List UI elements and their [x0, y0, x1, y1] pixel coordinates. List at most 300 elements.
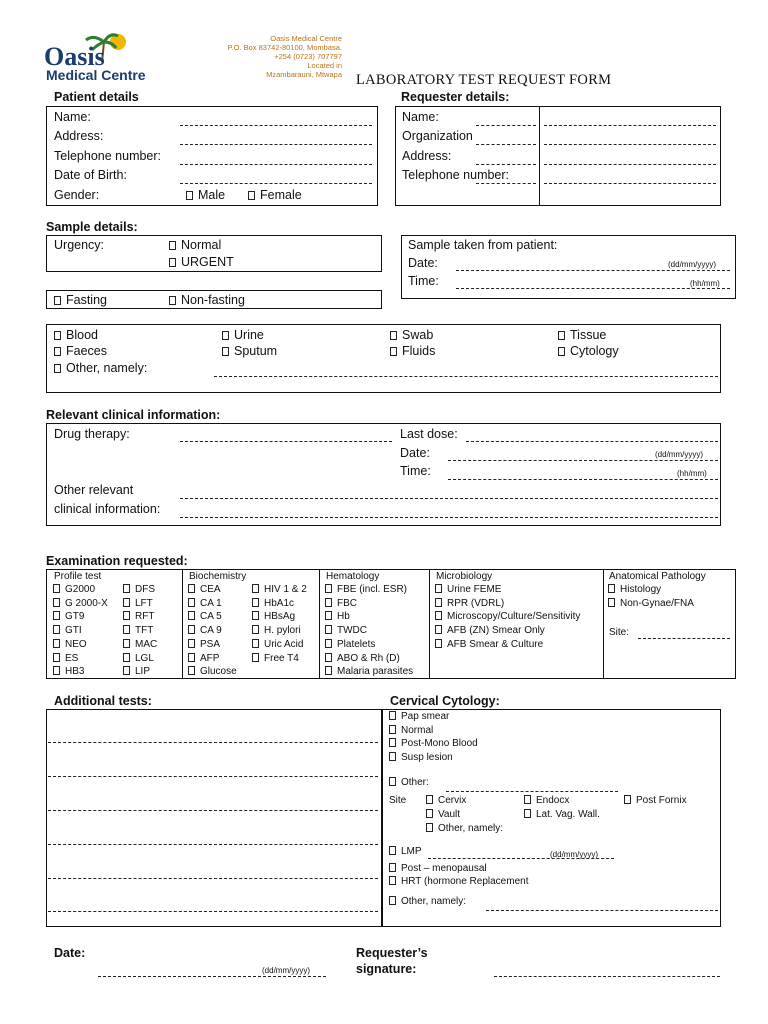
biochem-test-label: CEA [200, 584, 221, 595]
lmp-option[interactable] [389, 846, 422, 857]
non-fasting-label: Non-fasting [181, 293, 245, 307]
checkbox-icon [252, 598, 259, 607]
profile-test[interactable] [53, 666, 84, 677]
biochem-test-label: AFP [200, 652, 220, 664]
profile-test-label: G2000 [65, 584, 96, 595]
cervical-other-label: Other: [401, 777, 429, 788]
org-address: P.O. Box 83742-80100, Mombasa. [227, 43, 342, 52]
checkbox-icon [169, 241, 176, 250]
clinical-time-field[interactable] [448, 479, 718, 480]
biochem-test-label: CA 5 [200, 611, 222, 623]
org-info [200, 34, 342, 79]
site-other-option[interactable] [426, 823, 503, 834]
requester-name-field[interactable] [544, 125, 716, 126]
checkbox-icon [169, 258, 176, 267]
fasting-label: Fasting [66, 293, 107, 307]
exam-divider-4 [603, 569, 604, 679]
additional-line-5[interactable] [48, 878, 378, 879]
micro-test[interactable] [435, 625, 545, 636]
cervical-item[interactable] [389, 752, 453, 763]
profile-test-label: GTI [65, 625, 82, 637]
requester-organization-label: Organization [402, 129, 473, 143]
profile-test-label: DFS [135, 584, 155, 595]
checkbox-icon [558, 347, 565, 356]
profile-test-label: LGL [135, 652, 154, 664]
micro-test-label: RPR (VDRL) [447, 597, 505, 609]
requester-left-line-2 [476, 144, 536, 145]
checkbox-icon [54, 296, 61, 305]
profile-test[interactable] [123, 598, 153, 609]
hemat-test[interactable] [325, 666, 413, 677]
hemat-test-label: TWDC [337, 625, 367, 637]
biochem-title: Biochemistry [189, 571, 247, 582]
checkbox-icon [389, 876, 396, 885]
site-other-label: Other, namely: [438, 823, 504, 834]
checkbox-icon [123, 625, 130, 634]
profile-test-label: HB3 [65, 666, 85, 678]
hemat-test-label: FBE (incl. ESR) [337, 584, 408, 595]
gender-male-option[interactable] [186, 188, 225, 202]
type-tissue-option[interactable] [558, 328, 606, 342]
additional-line-1[interactable] [48, 742, 378, 743]
anat-test[interactable] [608, 584, 661, 595]
biochem-test-label: Uric Acid [264, 638, 304, 650]
logo [44, 30, 194, 85]
vault-label: Vault [438, 809, 461, 820]
anat-test[interactable] [608, 598, 694, 609]
cervical-item[interactable] [389, 738, 478, 749]
checkbox-icon [435, 639, 442, 648]
checkbox-icon [54, 331, 61, 340]
profile-test[interactable] [53, 639, 87, 650]
profile-test-label: LFT [135, 597, 153, 609]
profile-test[interactable] [53, 625, 82, 636]
biochem-test[interactable] [188, 625, 222, 636]
checkbox-icon [252, 625, 259, 634]
checkbox-icon [123, 653, 130, 662]
checkbox-icon [435, 598, 442, 607]
type-cytology-option[interactable] [558, 344, 619, 358]
sample-taken-label: Sample taken from patient: [408, 238, 558, 252]
requester-address-label: Address: [402, 149, 452, 163]
checkbox-icon [389, 777, 396, 786]
checkbox-icon [389, 711, 396, 720]
checkbox-icon [252, 584, 259, 593]
micro-test[interactable] [435, 639, 543, 650]
type-swab-option[interactable] [390, 328, 433, 342]
patient-name-label: Name: [54, 110, 91, 124]
post-meno-option[interactable] [389, 863, 487, 874]
profile-test[interactable] [123, 611, 154, 622]
checkbox-icon [248, 191, 255, 200]
patient-gender-label: Gender: [54, 188, 100, 202]
profile-test-label: GT9 [65, 611, 85, 623]
checkbox-icon [123, 611, 130, 620]
sample-heading: Sample details: [46, 220, 138, 234]
cervical-other-option[interactable] [389, 777, 429, 788]
anat-site-label: Site: [609, 627, 630, 638]
biochem-test-label: PSA [200, 638, 221, 650]
cervical-heading: Cervical Cytology: [390, 694, 500, 708]
biochem-test-label: CA 1 [200, 597, 222, 609]
checkbox-icon [426, 795, 433, 804]
requester-signature-field[interactable] [494, 976, 720, 977]
urgency-normal-option[interactable] [169, 238, 221, 252]
lmp-format: (dd/mm/yyyy) [550, 850, 598, 859]
logo-name: Oasis [44, 42, 105, 71]
checkbox-icon [188, 666, 195, 675]
biochem-test[interactable] [252, 598, 294, 609]
cervix-option[interactable] [426, 795, 466, 806]
fasting-option[interactable] [54, 293, 107, 307]
org-name: Oasis Medical Centre [270, 34, 342, 43]
cervical-other2-label: Other, namely: [401, 896, 467, 907]
checkbox-icon [169, 296, 176, 305]
checkbox-icon [252, 639, 259, 648]
footer-date-label: Date: [54, 946, 86, 960]
checkbox-icon [53, 611, 60, 620]
checkbox-icon [188, 598, 195, 607]
checkbox-icon [123, 584, 130, 593]
patient-address-label: Address: [54, 129, 104, 143]
clinical-time-label: Time: [400, 464, 431, 478]
profile-test-label: TFT [135, 625, 154, 637]
checkbox-icon [188, 653, 195, 662]
profile-test-label: NEO [65, 638, 87, 650]
checkbox-icon [389, 738, 396, 747]
profile-test-label: RFT [135, 611, 155, 623]
biochem-test-label: HIV 1 & 2 [264, 584, 307, 595]
profile-test-label: ES [65, 652, 79, 664]
type-other-label: Other, namely: [66, 361, 148, 375]
checkbox-icon [389, 752, 396, 761]
profile-test-label: MAC [135, 638, 158, 650]
hemat-test[interactable] [325, 611, 350, 622]
type-other-option[interactable] [54, 361, 147, 375]
gender-male-label: Male [198, 188, 226, 202]
last-dose-field[interactable] [466, 441, 718, 442]
checkbox-icon [53, 653, 60, 662]
profile-test[interactable] [53, 611, 84, 622]
sample-date-format: (dd/mm/yyyy) [668, 260, 716, 269]
last-dose-label: Last dose: [400, 427, 458, 441]
checkbox-icon [222, 347, 229, 356]
profile-test[interactable] [123, 653, 154, 664]
footer-date-field[interactable] [98, 976, 326, 977]
type-fluids-label: Fluids [402, 344, 436, 358]
checkbox-icon [325, 653, 332, 662]
requester-telephone-label: Telephone number: [402, 168, 510, 182]
requester-organization-field[interactable] [544, 144, 716, 145]
micro-title: Microbiology [436, 571, 493, 582]
lat-vag-label: Lat. Vag. Wall. [536, 809, 600, 820]
type-tissue-label: Tissue [570, 328, 607, 342]
checkbox-icon [426, 823, 433, 832]
drug-therapy-field[interactable] [180, 441, 392, 442]
other-clinical-field-1[interactable] [180, 498, 718, 499]
exam-divider-2 [319, 569, 320, 679]
micro-test[interactable] [435, 611, 580, 622]
cervical-item-label: Pap smear [401, 711, 450, 722]
endocx-option[interactable] [524, 795, 569, 806]
type-blood-label: Blood [66, 328, 98, 342]
type-other-field[interactable] [214, 376, 718, 377]
hemat-test[interactable] [325, 625, 367, 636]
checkbox-icon [188, 625, 195, 634]
sample-date-field[interactable] [456, 270, 730, 271]
patient-telephone-field[interactable] [180, 164, 372, 165]
clinical-heading: Relevant clinical information: [46, 408, 221, 422]
biochem-test[interactable] [252, 653, 299, 664]
clinical-date-field[interactable] [448, 460, 718, 461]
checkbox-icon [186, 191, 193, 200]
urgency-label: Urgency: [54, 238, 105, 252]
hemat-test-label: Platelets [337, 638, 376, 650]
hemat-test[interactable] [325, 639, 375, 650]
exam-divider-3 [429, 569, 430, 679]
biochem-test[interactable] [252, 611, 295, 622]
biochem-test[interactable] [252, 625, 301, 636]
biochem-test[interactable] [188, 584, 221, 595]
type-sputum-option[interactable] [222, 344, 277, 358]
profile-test[interactable] [123, 666, 150, 677]
checkbox-icon [252, 611, 259, 620]
post-fornix-option[interactable] [624, 795, 687, 806]
requester-left-line-1 [476, 125, 536, 126]
requester-heading: Requester details: [401, 90, 510, 104]
biochem-test[interactable] [252, 639, 303, 650]
checkbox-icon [325, 639, 332, 648]
anat-test-label: Non-Gynae/FNA [620, 597, 694, 609]
checkbox-icon [252, 653, 259, 662]
anat-site-field[interactable] [638, 638, 730, 639]
requester-signature-label-1: Requester’s [356, 946, 428, 960]
post-fornix-label: Post Fornix [636, 795, 687, 806]
biochem-test[interactable] [188, 639, 220, 650]
checkbox-icon [123, 666, 130, 675]
type-blood-option[interactable] [54, 328, 98, 342]
checkbox-icon [53, 598, 60, 607]
checkbox-icon [524, 795, 531, 804]
cervical-other-field[interactable] [446, 791, 618, 792]
biochem-test[interactable] [252, 584, 307, 595]
checkbox-icon [325, 611, 332, 620]
requester-address-field[interactable] [544, 164, 716, 165]
profile-test[interactable] [53, 598, 108, 609]
lat-vag-option[interactable] [524, 809, 600, 820]
exam-heading: Examination requested: [46, 554, 188, 568]
biochem-test-label: Glucose [200, 666, 237, 678]
patient-address-field[interactable] [180, 144, 372, 145]
checkbox-icon [123, 598, 130, 607]
biochem-test[interactable] [188, 611, 222, 622]
micro-test-label: AFB Smear & Culture [447, 638, 544, 650]
checkbox-icon [524, 809, 531, 818]
checkbox-icon [54, 364, 61, 373]
type-faeces-label: Faeces [66, 344, 107, 358]
checkbox-icon [53, 639, 60, 648]
footer-date-format: (dd/mm/yyyy) [262, 966, 310, 975]
gender-female-option[interactable] [248, 188, 302, 202]
hemat-title: Hematology [326, 571, 380, 582]
org-phone: +254 (0723) 707797 [274, 52, 342, 61]
anat-title: Anatomical Pathology [609, 571, 706, 582]
cervical-item-label: Normal [401, 724, 434, 736]
biochem-test-label: HbA1c [264, 597, 295, 609]
cervical-item[interactable] [389, 711, 449, 722]
hrt-option[interactable] [389, 876, 528, 887]
type-swab-label: Swab [402, 328, 434, 342]
profile-test[interactable] [123, 584, 155, 595]
checkbox-icon [426, 809, 433, 818]
profile-test[interactable] [123, 639, 157, 650]
cervical-item[interactable] [389, 725, 433, 736]
profile-test-label: G 2000-X [65, 597, 108, 609]
type-sputum-label: Sputum [234, 344, 278, 358]
drug-therapy-label: Drug therapy: [54, 427, 130, 441]
other-clinical-label-2: clinical information: [54, 502, 161, 516]
biochem-test[interactable] [188, 598, 222, 609]
sample-types-box [46, 324, 721, 393]
checkbox-icon [53, 666, 60, 675]
profile-title: Profile test [54, 571, 102, 582]
additional-line-2[interactable] [48, 776, 378, 777]
patient-heading: Patient details [54, 90, 139, 104]
urgency-normal-label: Normal [181, 238, 222, 252]
checkbox-icon [608, 598, 615, 607]
checkbox-icon [188, 584, 195, 593]
org-located: Located in [307, 61, 342, 70]
type-fluids-option[interactable] [390, 344, 435, 358]
checkbox-icon [325, 666, 332, 675]
requester-signature-label-2: signature: [356, 962, 417, 976]
type-urine-label: Urine [234, 328, 264, 342]
hemat-test-label: Hb [337, 611, 350, 623]
checkbox-icon [558, 331, 565, 340]
checkbox-icon [53, 584, 60, 593]
checkbox-icon [325, 625, 332, 634]
micro-test-label: AFB (ZN) Smear Only [447, 625, 545, 637]
checkbox-icon [188, 639, 195, 648]
hemat-test-label: FBC [337, 597, 357, 609]
checkbox-icon [390, 331, 397, 340]
checkbox-icon [435, 611, 442, 620]
checkbox-icon [325, 598, 332, 607]
other-clinical-label-1: Other relevant [54, 483, 134, 497]
cervical-item-label: Susp lesion [401, 751, 453, 763]
lmp-label: LMP [401, 846, 422, 857]
clinical-date-format: (dd/mm/yyyy) [655, 450, 703, 459]
profile-test[interactable] [123, 625, 153, 636]
exam-divider-1 [182, 569, 183, 679]
urgency-urgent-option[interactable] [169, 255, 234, 269]
biochem-test-label: CA 9 [200, 625, 222, 637]
checkbox-icon [123, 639, 130, 648]
hemat-test-label: ABO & Rh (D) [337, 652, 400, 664]
additional-line-3[interactable] [48, 810, 378, 811]
biochem-test-label: H. pylori [264, 625, 301, 637]
hemat-test[interactable] [325, 653, 400, 664]
micro-test-label: Microscopy/Culture/Sensitivity [447, 611, 581, 623]
requester-name-label: Name: [402, 110, 439, 124]
additional-line-4[interactable] [48, 844, 378, 845]
form-title: LABORATORY TEST REQUEST FORM [356, 72, 612, 88]
profile-test[interactable] [53, 653, 78, 664]
requester-left-line-4 [476, 183, 536, 184]
patient-dob-field[interactable] [180, 183, 372, 184]
checkbox-icon [390, 347, 397, 356]
micro-test-label: Urine FEME [447, 584, 502, 595]
checkbox-icon [389, 863, 396, 872]
additional-heading: Additional tests: [54, 694, 152, 708]
non-fasting-option[interactable] [169, 293, 245, 307]
patient-dob-label: Date of Birth: [54, 168, 127, 182]
cervix-label: Cervix [438, 795, 467, 806]
anat-test-label: Histology [620, 584, 662, 595]
checkbox-icon [435, 625, 442, 634]
micro-test[interactable] [435, 584, 501, 595]
hemat-test-label: Malaria parasites [337, 666, 414, 678]
cervical-other2-option[interactable] [389, 896, 466, 907]
checkbox-icon [188, 611, 195, 620]
type-cytology-label: Cytology [570, 344, 619, 358]
checkbox-icon [325, 584, 332, 593]
urgency-urgent-label: URGENT [181, 255, 234, 269]
hemat-test[interactable] [325, 584, 407, 595]
cervical-site-label: Site [389, 795, 407, 806]
org-location: Mzambarauni, Mtwapa [266, 70, 342, 79]
clinical-date-label: Date: [400, 446, 430, 460]
biochem-test-label: HBsAg [264, 611, 296, 623]
post-meno-label: Post – menopausal [401, 863, 487, 874]
other-clinical-field-2[interactable] [180, 517, 718, 518]
checkbox-icon [389, 846, 396, 855]
additional-line-6[interactable] [48, 911, 378, 912]
type-faeces-option[interactable] [54, 344, 107, 358]
requester-telephone-field[interactable] [544, 183, 716, 184]
checkbox-icon [54, 347, 61, 356]
gender-female-label: Female [260, 188, 302, 202]
checkbox-icon [608, 584, 615, 593]
cervical-item-label: Post-Mono Blood [401, 738, 478, 749]
checkbox-icon [435, 584, 442, 593]
biochem-test-label: Free T4 [264, 652, 299, 664]
requester-divider [539, 106, 540, 206]
sample-time-label: Time: [408, 274, 439, 288]
profile-test[interactable] [53, 584, 95, 595]
checkbox-icon [389, 896, 396, 905]
cervical-other2-field[interactable] [486, 910, 718, 911]
hemat-test[interactable] [325, 598, 357, 609]
checkbox-icon [624, 795, 631, 804]
vault-option[interactable] [426, 809, 460, 820]
micro-test[interactable] [435, 598, 504, 609]
sample-time-field[interactable] [456, 288, 730, 289]
profile-test-label: LIP [135, 666, 151, 678]
checkbox-icon [222, 331, 229, 340]
endocx-label: Endocx [536, 795, 570, 806]
type-urine-option[interactable] [222, 328, 264, 342]
logo-subtitle: Medical Centre [46, 67, 146, 83]
hrt-label: HRT (hormone Replacement [401, 876, 529, 887]
sample-date-label: Date: [408, 256, 438, 270]
patient-name-field[interactable] [180, 125, 372, 126]
patient-telephone-label: Telephone number: [54, 149, 162, 163]
checkbox-icon [389, 725, 396, 734]
biochem-test[interactable] [188, 653, 219, 664]
biochem-test[interactable] [188, 666, 237, 677]
clinical-time-format: (hh/mm) [677, 469, 707, 478]
